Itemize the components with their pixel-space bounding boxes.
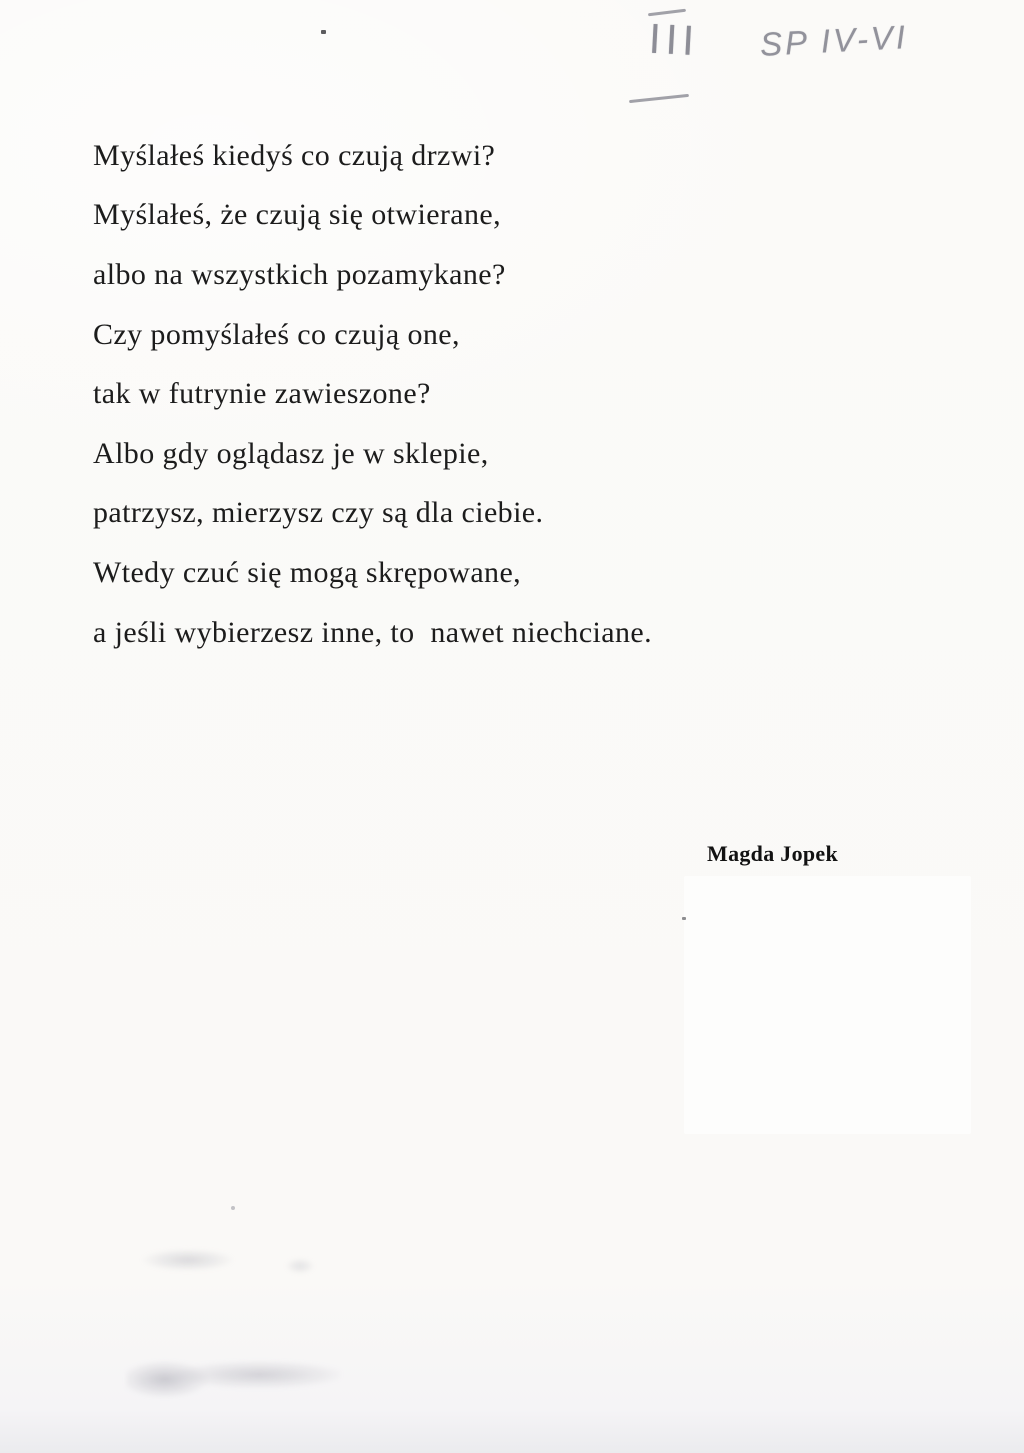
poem-text — [93, 126, 652, 662]
author-name: Magda Jopek — [707, 841, 839, 866]
poem-line: patrzysz, mierzysz czy są dla ciebie. — [93, 496, 544, 530]
ink-speck — [682, 917, 686, 920]
poem-line: Myślałeś kiedyś co czują drzwi? — [93, 138, 496, 172]
poem-line: Myślałeś, że czują się otwierane, — [93, 198, 502, 232]
poem-line: Albo gdy oglądasz je w sklepie, — [93, 436, 489, 470]
ink-speck — [321, 30, 326, 34]
tally-underline-stroke — [629, 94, 689, 103]
pencil-smudge — [126, 1354, 341, 1400]
poem-line: tak w futrynie zawieszone? — [93, 377, 431, 411]
poem-line: a jeśli wybierzesz inne, to nawet niechciane. — [93, 615, 653, 649]
poem-line: Wtedy czuć się mogą skrępowane, — [93, 555, 522, 589]
tally-mark: III — [647, 14, 701, 65]
poem-line: albo na wszystkich pozamykane? — [93, 257, 506, 291]
paper-patch — [684, 876, 971, 1134]
pencil-smudge — [280, 1255, 320, 1277]
category-label: SP IV-VI — [759, 18, 909, 63]
ink-speck — [231, 1206, 235, 1210]
pencil-smudge — [136, 1243, 251, 1277]
poem-line: Czy pomyślałeś co czują one, — [93, 317, 460, 351]
